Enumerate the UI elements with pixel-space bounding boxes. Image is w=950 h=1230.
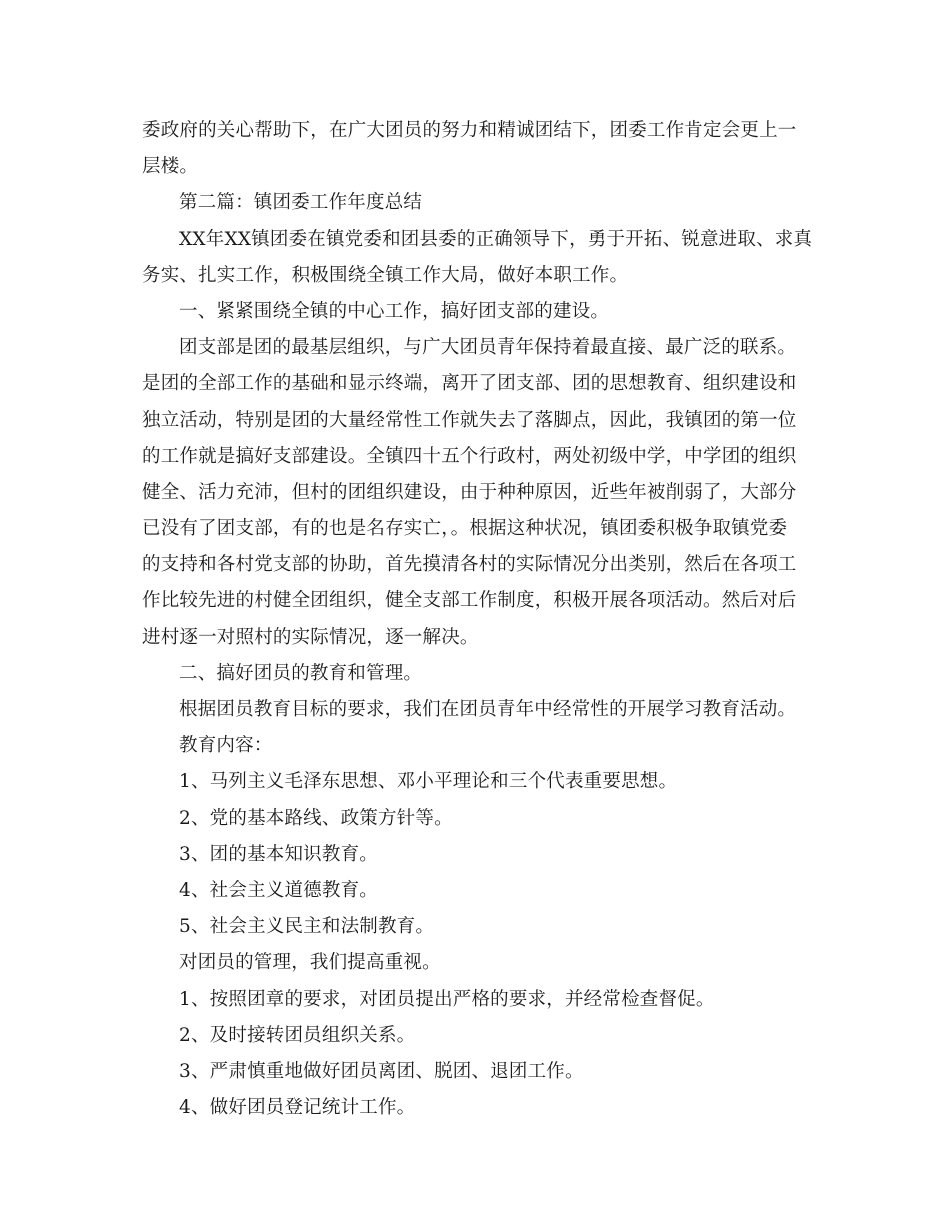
- text-line: 进村逐一对照村的实际情况，逐一解决。: [142, 626, 479, 648]
- text-line: 的工作就是搞好支部建设。全镇四十五个行政村，两处初级中学，中学团的组织: [142, 445, 797, 467]
- text-line: 5、社会主义民主和法制教育。: [179, 916, 435, 938]
- text-line: 1、马列主义毛泽东思想、邓小平理论和三个代表重要思想。: [179, 771, 678, 793]
- text-line: 第二篇：镇团委工作年度总结: [179, 192, 423, 214]
- text-line: 是团的全部工作的基础和显示终端，离开了团支部、团的思想教育、组织建设和: [142, 373, 797, 395]
- text-line: 团支部是团的最基层组织，与广大团员青年保持着最直接、最广泛的联系。: [179, 337, 797, 359]
- text-line: 委政府的关心帮助下，在广大团员的努力和精诚团结下，团委工作肯定会更上一: [142, 120, 797, 141]
- text-line: 4、做好团员登记统计工作。: [179, 1097, 416, 1119]
- text-line: 一、紧紧围绕全镇的中心工作，搞好团支部的建设。: [179, 300, 610, 322]
- text-line: 二、搞好团员的教育和管理。: [179, 662, 423, 684]
- text-line: 教育内容：: [179, 735, 273, 757]
- text-line: XX年XX镇团委在镇党委和团县委的正确领导下，勇于开拓、锐意进取、求真: [179, 228, 813, 250]
- text-line: 作比较先进的村健全团组织，健全支部工作制度，积极开展各项活动。然后对后: [142, 590, 797, 612]
- text-line: 2、党的基本路线、政策方针等。: [179, 807, 453, 829]
- text-line: 健全、活力充沛，但村的团组织建设，由于种种原因，近些年被削弱了，大部分: [142, 481, 797, 503]
- text-line: 的支持和各村党支部的协助，首先摸清各村的实际情况分出类别，然后在各项工: [142, 554, 797, 576]
- text-line: 已没有了团支部，有的也是名存实亡，。根据这种状况，镇团委积极争取镇党委: [142, 518, 788, 540]
- text-line: 对团员的管理，我们提高重视。: [179, 952, 441, 974]
- text-line: 4、社会主义道德教育。: [179, 879, 378, 901]
- text-line: 2、及时接转团员组织关系。: [179, 1024, 416, 1046]
- text-line: 3、团的基本知识教育。: [179, 843, 378, 865]
- text-line: 根据团员教育目标的要求，我们在团员青年中经常性的开展学习教育活动。: [179, 699, 797, 720]
- text-line: 层楼。: [142, 156, 199, 178]
- text-line: 独立活动，特别是团的大量经常性工作就失去了落脚点，因此，我镇团的第一位: [142, 409, 797, 431]
- text-line: 1、按照团章的要求，对团员提出严格的要求，并经常检查督促。: [179, 988, 715, 1010]
- text-line: 3、严肃慎重地做好团员离团、脱团、退团工作。: [179, 1060, 584, 1082]
- document-body: [142, 113, 813, 1126]
- text-line: 务实、扎实工作，积极围绕全镇工作大局，做好本职工作。: [142, 264, 629, 286]
